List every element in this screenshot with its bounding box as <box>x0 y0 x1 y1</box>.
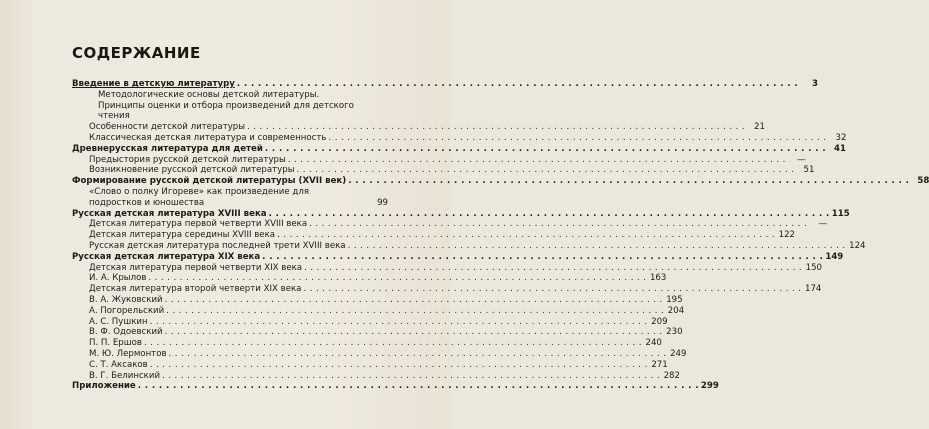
toc-entry <box>72 316 668 328</box>
toc-entry <box>72 230 796 241</box>
toc-entry-page: 195 <box>666 294 683 305</box>
toc-entry-page: 51 <box>803 165 815 176</box>
toc-entry-title: А. Погорельский <box>89 305 165 316</box>
toc-entry-page: — <box>818 219 828 230</box>
toc-entry <box>72 219 828 230</box>
toc-entry-title: С. Т. Аксаков <box>89 359 148 370</box>
toc-entry-title: И. А. Крылов <box>89 273 147 284</box>
toc-entry <box>72 79 818 90</box>
toc-entry-title: Возникновение русской детской литературы <box>89 165 295 176</box>
leader-dots <box>169 349 667 360</box>
toc-entry-title: Классическая детская литература и современность <box>89 132 327 143</box>
leader-dots <box>148 273 646 284</box>
toc-entry-title: П. П. Ершов <box>89 338 142 349</box>
toc-entry-title: Детская литература середины XVIII века <box>89 230 276 241</box>
toc-entry-title: Введение в детскую литературу <box>72 79 235 89</box>
toc-entry <box>72 122 765 133</box>
toc-entry-title: Детская литература первой четверти XVIII века <box>89 219 308 230</box>
toc-entry <box>72 327 683 338</box>
toc-entry-title: В. А. Жуковский <box>89 294 163 305</box>
toc-entry-page: 21 <box>754 122 765 133</box>
leader-dots <box>262 252 823 263</box>
toc-entry-page: 174 <box>804 284 822 295</box>
leader-dots <box>165 295 663 306</box>
toc-entry-title: Древнерусская литература для детей <box>72 143 263 154</box>
toc-entry <box>72 132 847 144</box>
toc-entry <box>72 284 822 295</box>
toc-entry-page: 99 <box>377 197 388 208</box>
toc-entry <box>72 240 866 252</box>
leader-dots <box>288 155 786 166</box>
toc-entry <box>72 294 683 306</box>
leader-dots <box>309 219 807 230</box>
leader-dots <box>277 230 775 241</box>
toc-entry <box>72 381 719 392</box>
toc-entry-page: 209 <box>651 316 668 327</box>
toc-entry-page: 32 <box>835 132 847 143</box>
leader-dots <box>150 360 648 371</box>
toc-entry-title: Русская детская литература XIX века <box>72 251 261 262</box>
leader-dots <box>303 284 801 295</box>
toc-entry-page: 271 <box>651 359 668 370</box>
leader-dots <box>296 165 794 176</box>
toc-entry-title: Формирование русской детской литературы (XVII век) <box>72 176 347 187</box>
toc-entry-page: 150 <box>805 262 823 273</box>
toc-entry <box>72 370 680 382</box>
leader-dots <box>150 317 648 328</box>
table-of-contents <box>72 79 929 392</box>
toc-entry <box>72 348 687 360</box>
toc-entry-page: 282 <box>663 370 680 381</box>
toc-entry <box>72 90 388 122</box>
leader-dots <box>304 263 802 274</box>
toc-entry <box>72 262 823 274</box>
toc-entry <box>72 165 815 176</box>
toc-entry <box>72 338 662 349</box>
toc-entry-page: 3 <box>812 79 818 89</box>
leader-dots <box>265 144 826 155</box>
toc-entry <box>72 273 667 284</box>
toc-entry <box>72 208 850 220</box>
toc-entry-title: М. Ю. Лермонтов <box>89 348 167 359</box>
toc-entry-page: 122 <box>778 230 796 241</box>
toc-entry-title: В. Ф. Одоевский <box>89 327 163 338</box>
toc-entry-page: 58 <box>917 176 929 187</box>
leader-dots <box>162 371 660 382</box>
toc-entry-page: 163 <box>649 273 667 284</box>
leader-dots <box>348 176 909 187</box>
leader-dots <box>328 133 826 144</box>
toc-entry-title: А. С. Пушкин <box>89 316 148 327</box>
toc-entry-page: 299 <box>700 381 719 392</box>
page-title: СОДЕРЖАНИЕ <box>72 44 201 62</box>
leader-dots <box>348 241 846 252</box>
toc-entry <box>72 359 668 371</box>
toc-entry-title: Русская детская литература XVIII века <box>72 208 267 219</box>
toc-entry-page: 240 <box>645 338 662 349</box>
toc-entry-page: 115 <box>831 208 850 219</box>
toc-entry <box>72 305 685 317</box>
leader-dots <box>269 209 830 220</box>
leader-dots <box>247 122 745 133</box>
toc-entry-title: Детская литература первой четверти XIX века <box>89 262 303 273</box>
leader-dots <box>165 327 663 338</box>
toc-entry <box>72 176 929 187</box>
toc-entry-title: В. Г. Белинский <box>89 370 161 381</box>
toc-entry-title: Приложение <box>72 381 136 392</box>
toc-entry-page: — <box>797 154 806 165</box>
leader-dots <box>138 381 699 392</box>
toc-entry <box>72 187 388 209</box>
toc-entry-title: Особенности детской литературы <box>89 122 246 133</box>
toc-entry-page: 249 <box>670 348 687 359</box>
toc-entry-title: Предыстория русской детской литературы <box>89 154 286 165</box>
toc-entry-title: «Слово о полку Игореве» как произведение для подростков и юношества <box>89 186 309 208</box>
toc-entry <box>72 251 844 263</box>
leader-dots <box>144 338 642 349</box>
toc-entry-page: 149 <box>825 251 844 262</box>
toc-entry-page: 124 <box>849 240 866 251</box>
toc-entry <box>72 143 847 155</box>
toc-entry <box>72 154 806 166</box>
toc-entry-page: 204 <box>667 305 685 316</box>
toc-entry-title: Детская литература второй четверти XIX века <box>89 284 302 295</box>
leader-dots <box>166 306 664 317</box>
leader-dots <box>237 79 798 90</box>
toc-entry-page: 230 <box>666 327 683 338</box>
toc-entry-title: Методологические основы детской литературы. Принципы оценки и отбора произведений для детского чтения <box>98 89 354 122</box>
toc-entry-title: Русская детская литература последней трети XVIII века <box>89 240 346 251</box>
toc-entry-page: 41 <box>834 143 847 154</box>
